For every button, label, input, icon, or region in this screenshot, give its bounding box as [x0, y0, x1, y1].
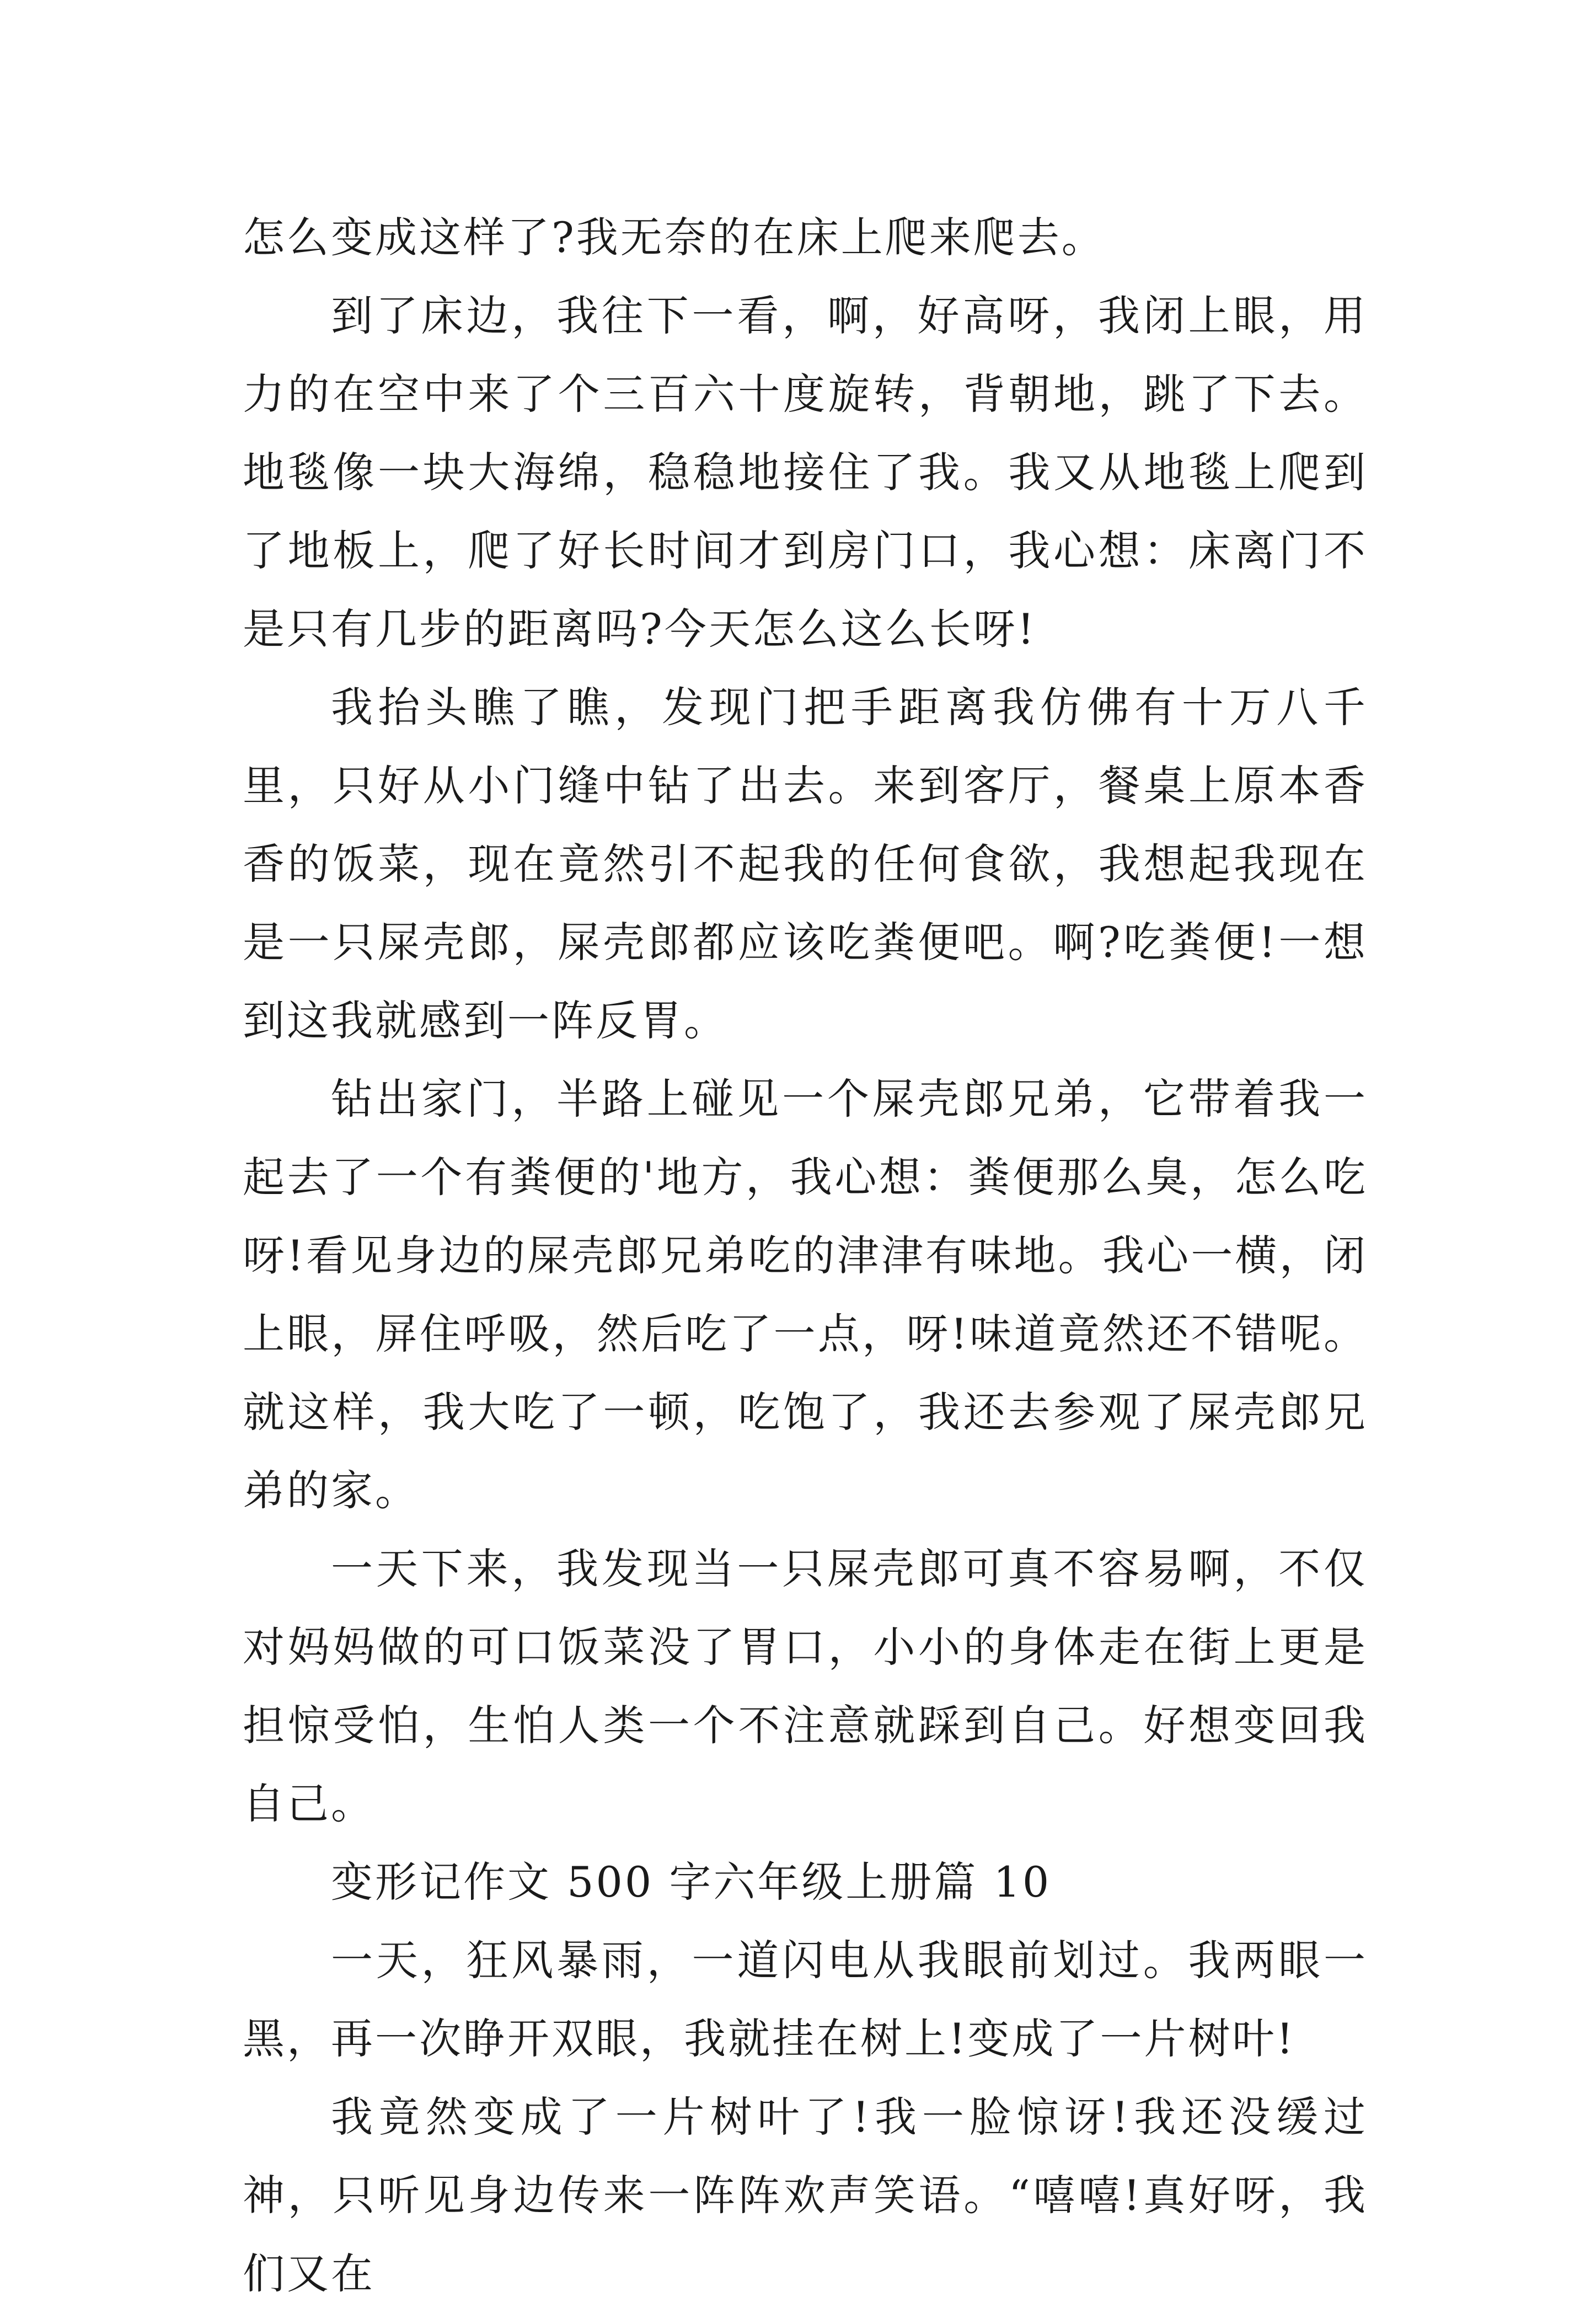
paragraph-7: 我竟然变成了一片树叶了!我一脸惊讶!我还没缓过神，只听见身边传来一阵阵欢声笑语。“嘻嘻!真好呀，我们又在: [243, 2092, 1368, 2298]
paragraph-6: 一天，狂风暴雨，一道闪电从我眼前划过。我两眼一黑，再一次睁开双眼，我就挂在树上!变成了一片树叶!: [243, 1936, 1368, 2063]
paragraph-3: 我抬头瞧了瞧，发现门把手距离我仿佛有十万八千里，只好从小门缝中钻了出去。来到客厅，餐桌上原本香香的饭菜，现在竟然引不起我的任何食欲，我想起我现在是一只屎壳郎，屎壳郎都应该吃粪便吧。啊?吃粪便!一想到这我就感到一阵反胃。: [243, 683, 1368, 1045]
paragraph-1: 怎么变成这样了?我无奈的在床上爬来爬去。: [243, 213, 1106, 262]
paragraph-4: 钻出家门，半路上碰见一个屎壳郎兄弟，它带着我一起去了一个有粪便的'地方，我心想：粪便那么臭，怎么吃呀!看见身边的屎壳郎兄弟吃的津津有味地。我心一横，闭上眼，屏住呼吸，然后吃了一点，呀!味道竟然还不错呢。就这样，我大吃了一顿，吃饱了，我还去参观了屎壳郎兄弟的家。: [243, 1074, 1368, 1515]
paragraph-5: 一天下来，我发现当一只屎壳郎可真不容易啊，不仅对妈妈做的可口饭菜没了胃口，小小的身体走在街上更是担惊受怕，生怕人类一个不注意就踩到自己。好想变回我自己。: [243, 1544, 1368, 1828]
section-heading: 变形记作文 500 字六年级上册篇 10: [331, 1857, 1052, 1907]
document-body: [243, 199, 1368, 2313]
paragraph-2: 到了床边，我往下一看，啊，好高呀，我闭上眼，用力的在空中来了个三百六十度旋转，背朝地，跳了下去。地毯像一块大海绵，稳稳地接住了我。我又从地毯上爬到了地板上，爬了好长时间才到房门口，我心想：床离门不是只有几步的距离吗?今天怎么这么长呀!: [243, 291, 1368, 654]
